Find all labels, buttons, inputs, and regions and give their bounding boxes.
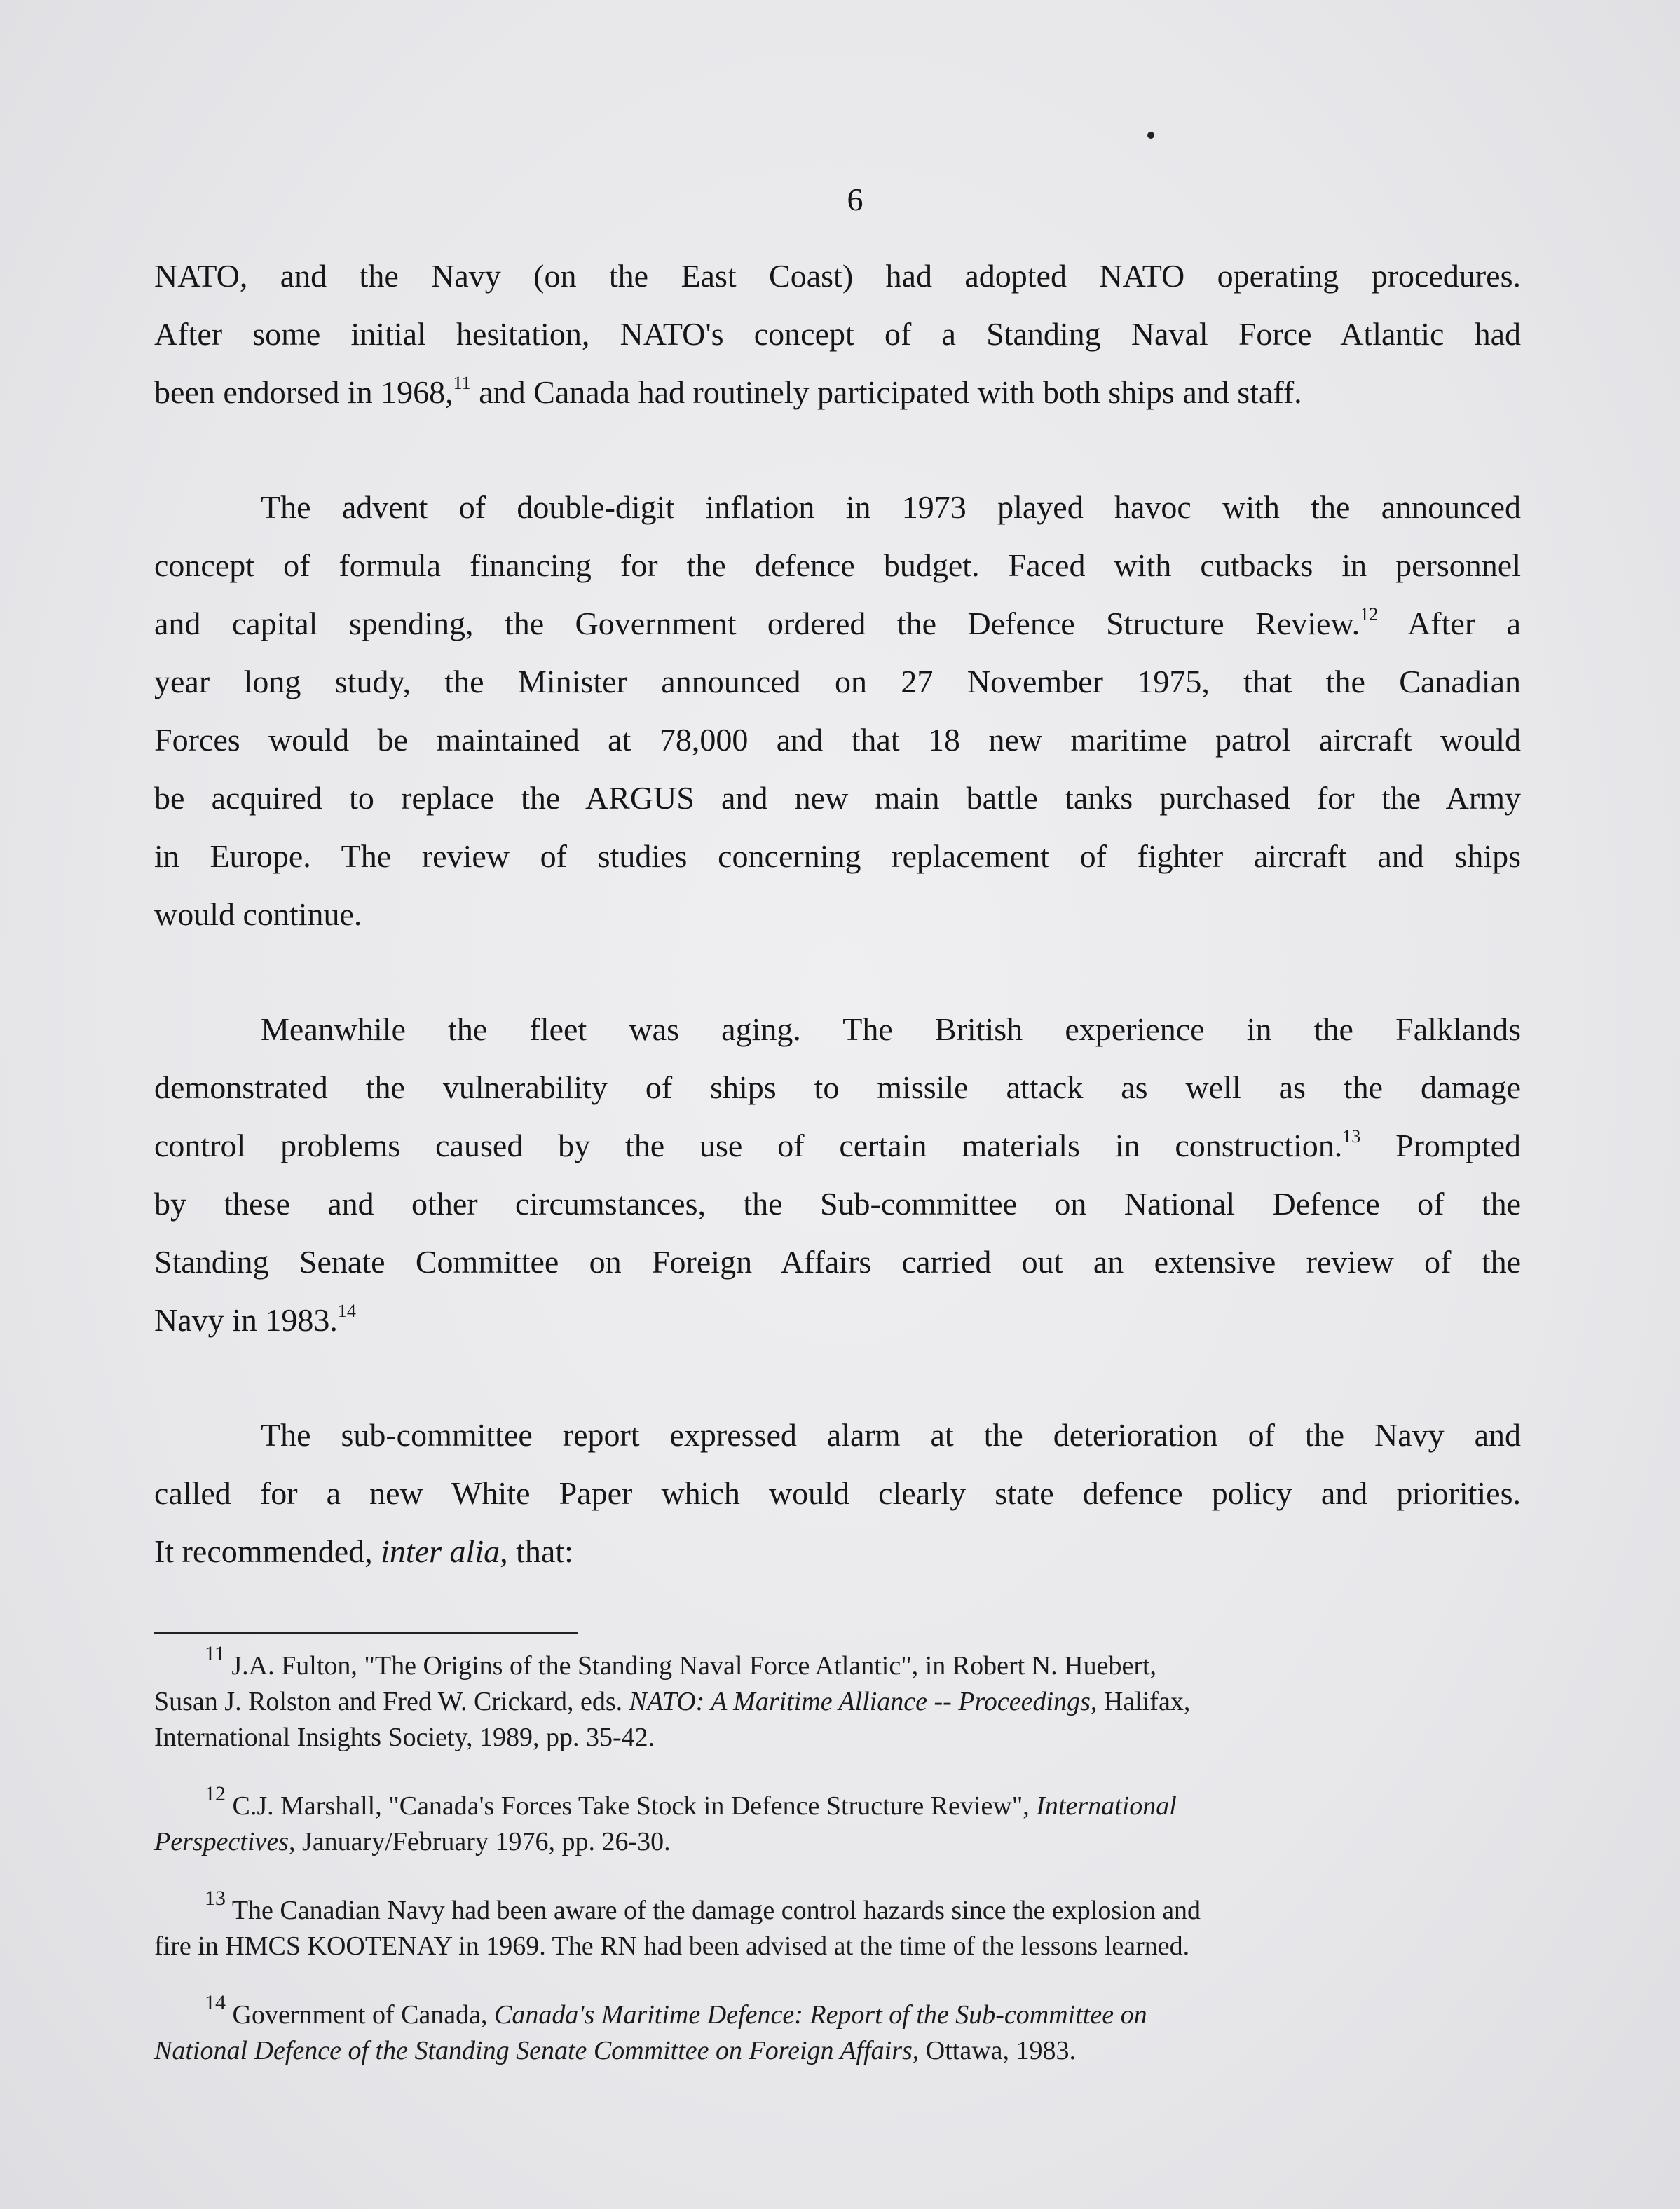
text-line: year long study, the Minister announced on 27 November 1975, that the Canadian [154,664,1521,699]
footnote-ref: 12 [1360,603,1379,624]
italic-text: International [1036,1791,1177,1821]
text-line: It recommended, inter alia, that: [154,1533,573,1569]
italic-text: Canada's Maritime Defence: Report of the Sub-committee on [494,2000,1147,2030]
text-line: Forces would be maintained at 78,000 and that 18 new maritime patrol aircraft would [154,722,1521,758]
footnote-ref: 11 [453,372,471,393]
italic-text: inter alia [381,1533,500,1569]
footnote-line: $^{11}$ J.A. Fulton, "The Origins of the Standing Naval Force Atlantic", in Robert N. Huebert, [205,1642,1157,1681]
paragraph [154,247,1521,421]
text-line: demonstrated the vulnerability of ships to missile attack as well as the damage [154,1069,1521,1105]
footnote [154,1991,1528,2069]
stray-mark [1147,132,1154,139]
footnote-ref: 13 [1342,1126,1361,1147]
text-line: concept of formula financing for the defence budget. Faced with cutbacks in personnel [154,547,1521,583]
text-line: NATO, and the Navy (on the East Coast) had adopted NATO operating procedures. [154,258,1521,294]
footnote-line: $^{14}$ Government of Canada, Canada's Maritime Defence: Report of the Sub-committee on [205,1991,1147,2030]
text-line: would continue. [154,896,362,932]
italic-text: Perspectives [154,1827,289,1856]
body-text [154,247,1521,1637]
page-number: 6 [847,182,863,217]
text-line: control problems caused by the use of certain materials in construction.$^{13}$ Prompted [154,1126,1521,1163]
text-line: After some initial hesitation, NATO's concept of a Standing Naval Force Atlantic had [154,316,1521,352]
footnote-line: National Defence of the Standing Senate Committee on Foreign Affairs, Ottawa, 1983. [154,2036,1077,2065]
footnote-line: fire in HMCS KOOTENAY in 1969. The RN had been advised at the time of the lessons learned. [154,1931,1190,1961]
footnote-ref: 14 [337,1300,356,1321]
footnote [154,1887,1528,1964]
footnote-number: 14 [205,1991,226,2015]
footnote-line: Susan J. Rolston and Fred W. Crickard, eds. NATO: A Maritime Alliance -- Proceedings, Halifax, [154,1687,1191,1716]
footnote-line: Perspectives, January/February 1976, pp. 26-30. [154,1827,671,1856]
text-line: been endorsed in 1968,11 and Canada had routinely participated with both ships and staff. [154,372,1302,410]
footnotes [154,1642,1528,2102]
text-line: in Europe. The review of studies concerning replacement of fighter aircraft and ships [154,838,1521,874]
text-line: be acquired to replace the ARGUS and new main battle tanks purchased for the Army [154,780,1521,816]
text-line: The advent of double-digit inflation in 1973 played havoc with the announced [261,489,1521,525]
text-line: and capital spending, the Government ordered the Defence Structure Review.$^{12}$ After a [154,603,1521,641]
footnote-separator [154,1632,578,1634]
paragraph [154,1406,1521,1580]
footnote [154,1642,1528,1756]
paragraph [154,1000,1521,1349]
text-line: by these and other circumstances, the Sub-committee on National Defence of the [154,1186,1521,1222]
footnote-line: $^{13}$ The Canadian Navy had been aware of the damage control hazards since the explosion and [205,1887,1201,1925]
footnote-line: International Insights Society, 1989, pp. 35-42. [154,1723,655,1752]
text-line: The sub-committee report expressed alarm at the deterioration of the Navy and [261,1417,1521,1453]
text-line: Meanwhile the fleet was aging. The British experience in the Falklands [261,1011,1521,1047]
footnote [154,1782,1528,1860]
paragraph [154,478,1521,943]
italic-text: NATO: A Maritime Alliance -- Proceedings [629,1687,1091,1716]
text-line: Standing Senate Committee on Foreign Affairs carried out an extensive review of the [154,1244,1521,1280]
footnote-number: 13 [205,1887,226,1910]
footnote-number: 11 [205,1642,225,1666]
footnote-line: $^{12}$ C.J. Marshall, "Canada's Forces Take Stock in Defence Structure Review", International [205,1782,1177,1821]
text-line: Navy in 1983.14 [154,1300,356,1338]
italic-text: National Defence of the Standing Senate Committee on Foreign Affairs [154,2036,913,2065]
footnote-number: 12 [205,1782,226,1806]
text-line: called for a new White Paper which would clearly state defence policy and priorities. [154,1475,1521,1511]
